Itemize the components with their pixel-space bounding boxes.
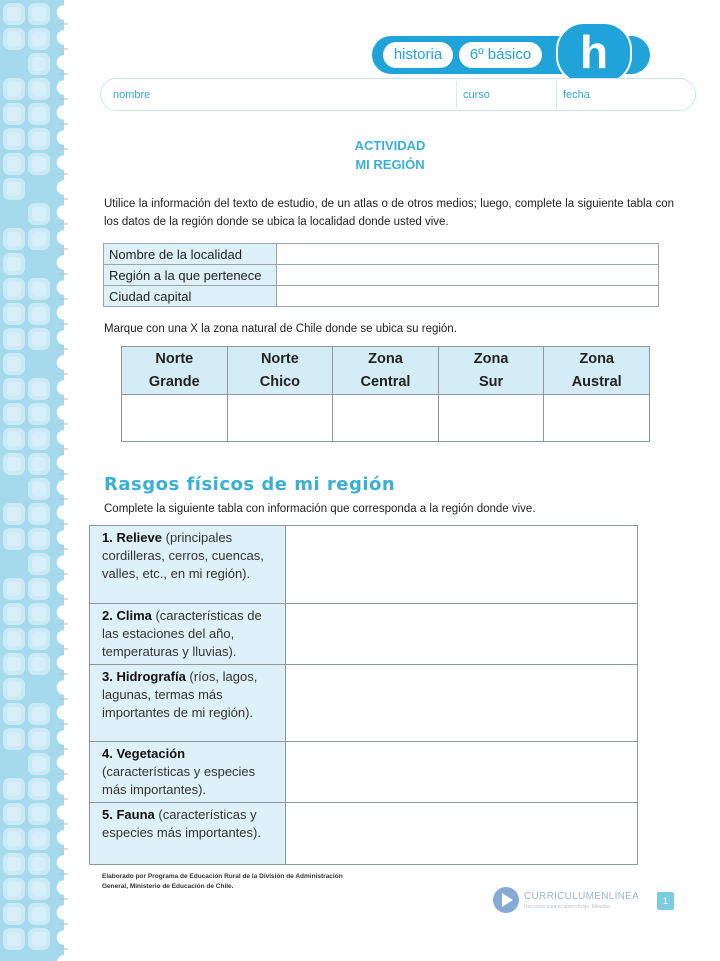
divider (456, 81, 457, 108)
curso-field[interactable]: curso (463, 89, 490, 101)
pattern-tile (3, 453, 25, 475)
physical-features-table (89, 525, 638, 865)
brand-tagline: Recursos para el aprendizaje. Mineduc (524, 904, 611, 910)
pattern-tile (3, 528, 25, 550)
answer-cell[interactable] (277, 265, 659, 286)
pattern-tile (3, 878, 25, 900)
answer-cell[interactable] (286, 742, 638, 803)
pattern-tile (3, 378, 25, 400)
pattern-tile (3, 478, 25, 500)
pattern-tile (3, 803, 25, 825)
pattern-tile (28, 253, 50, 275)
mark-cell-zona-austral[interactable] (544, 395, 650, 442)
pattern-tile (28, 728, 50, 750)
pattern-tile (28, 853, 50, 875)
pattern-tile (3, 503, 25, 525)
table-row (90, 803, 638, 865)
pattern-tile (28, 53, 50, 75)
pattern-tile (3, 178, 25, 200)
section-instruction: Complete la siguiente tabla con información que corresponda a la región donde vive. (104, 503, 536, 515)
pattern-tile (28, 228, 50, 250)
mark-cell-zona-central[interactable] (333, 395, 439, 442)
pattern-tile (28, 753, 50, 775)
row-label: 1. Relieve (principales cordilleras, cerros, cuencas, valles, etc., en mi región). (90, 526, 286, 604)
pattern-tile (28, 828, 50, 850)
row-label: Ciudad capital (104, 286, 277, 307)
pattern-tile (28, 778, 50, 800)
column-header: Norte Chico (227, 347, 333, 395)
page-number: 1 (657, 892, 674, 910)
pattern-tile (3, 928, 25, 950)
fecha-field[interactable]: fecha (563, 89, 590, 101)
pattern-tile (28, 678, 50, 700)
pattern-tile (28, 328, 50, 350)
pattern-tile (28, 403, 50, 425)
pattern-tile (3, 3, 25, 25)
row-label: 2. Clima (características de las estaciones del año, temperaturas y lluvias). (90, 604, 286, 665)
pattern-tile (3, 553, 25, 575)
pattern-tile (28, 178, 50, 200)
pattern-tile (28, 303, 50, 325)
table-row (104, 265, 659, 286)
pattern-tile (3, 53, 25, 75)
credit-note: Elaborado por Programa de Educación Rural de la División de Administración General, Ministerio de Educación de Chile. (102, 873, 343, 890)
table-row (90, 526, 638, 604)
student-info-bar (100, 78, 696, 111)
pattern-tile (3, 728, 25, 750)
pattern-tile (3, 103, 25, 125)
table-row (90, 604, 638, 665)
divider (556, 81, 557, 108)
section-heading: Rasgos físicos de mi región (104, 474, 396, 495)
pattern-tile (3, 303, 25, 325)
table-row (90, 742, 638, 803)
column-header: Zona Central (333, 347, 439, 395)
pattern-tile (3, 753, 25, 775)
table-row (104, 286, 659, 307)
row-label: 5. Fauna (características y especies más importantes). (90, 803, 286, 865)
pattern-tile (28, 103, 50, 125)
pattern-tile (28, 803, 50, 825)
table-row (104, 244, 659, 265)
pattern-tile (28, 928, 50, 950)
pattern-tile (3, 278, 25, 300)
natural-zone-table (121, 346, 650, 442)
pattern-tile (3, 828, 25, 850)
answer-cell[interactable] (286, 604, 638, 665)
pattern-tile (28, 428, 50, 450)
pattern-tile (3, 228, 25, 250)
pattern-tile (28, 528, 50, 550)
zona-instruction: Marque con una X la zona natural de Chile donde se ubica su región. (104, 323, 457, 335)
activity-title: MI REGIÓN (355, 157, 425, 172)
row-label: 4. Vegetación (características y especies más importantes). (90, 742, 286, 803)
pattern-tile (3, 428, 25, 450)
activity-label: ACTIVIDAD (354, 138, 426, 153)
pattern-tile (3, 78, 25, 100)
locality-info-table (103, 243, 659, 307)
pattern-tile (28, 578, 50, 600)
pattern-tile (28, 378, 50, 400)
column-header: Zona Sur (438, 347, 544, 395)
pattern-tile (28, 903, 50, 925)
pattern-tile (3, 628, 25, 650)
pattern-tile (28, 553, 50, 575)
subject-logo-h: h (556, 22, 632, 84)
pattern-tile (28, 453, 50, 475)
pattern-tile (3, 203, 25, 225)
row-label: 3. Hidrografía (ríos, lagos, lagunas, termas más importantes de mi región). (90, 665, 286, 742)
table-row (90, 665, 638, 742)
pattern-tile (28, 353, 50, 375)
pattern-tile (3, 703, 25, 725)
pattern-tile (3, 653, 25, 675)
subject-tag: historia (383, 42, 453, 68)
pattern-tile (28, 78, 50, 100)
column-header: Norte Grande (122, 347, 228, 395)
pattern-tile (3, 328, 25, 350)
answer-cell[interactable] (286, 526, 638, 604)
pattern-tile (3, 353, 25, 375)
answer-cell[interactable] (277, 286, 659, 307)
pattern-tile (3, 603, 25, 625)
mark-cell-zona-sur[interactable] (438, 395, 544, 442)
header-row (122, 347, 650, 395)
pattern-tile (3, 903, 25, 925)
pattern-tile (3, 853, 25, 875)
pattern-tile (3, 28, 25, 50)
pattern-tile (28, 28, 50, 50)
pattern-tile (28, 3, 50, 25)
brand-name: CURRICULUMENLÍNEA (524, 891, 640, 902)
pattern-tile (28, 478, 50, 500)
pattern-tile (3, 778, 25, 800)
pattern-tile (28, 653, 50, 675)
answer-cell[interactable] (286, 665, 638, 742)
row-label: Región a la que pertenece (104, 265, 277, 286)
grade-tag: 6º básico (459, 42, 542, 68)
pattern-tile (28, 628, 50, 650)
row-label: Nombre de la localidad (104, 244, 277, 265)
answer-row (122, 395, 650, 442)
pattern-tile (28, 503, 50, 525)
pattern-tile (3, 253, 25, 275)
pattern-tile (3, 403, 25, 425)
pattern-tile (28, 278, 50, 300)
pattern-tile (28, 878, 50, 900)
mark-cell-norte-chico[interactable] (227, 395, 333, 442)
mark-cell-norte-grande[interactable] (122, 395, 228, 442)
pattern-tile (3, 578, 25, 600)
curriculum-play-icon (493, 887, 519, 913)
pattern-tile (28, 203, 50, 225)
column-header: Zona Austral (544, 347, 650, 395)
answer-cell[interactable] (286, 803, 638, 865)
answer-cell[interactable] (277, 244, 659, 265)
instructions: Utilice la información del texto de estudio, de un atlas o de otros medios; luego, complete la siguiente tabla con los datos de la región donde se ubica la localidad donde usted vive. (104, 198, 674, 228)
pattern-tile (28, 603, 50, 625)
nombre-field[interactable]: nombre (113, 89, 151, 101)
pattern-tile (3, 678, 25, 700)
pattern-tile (28, 703, 50, 725)
